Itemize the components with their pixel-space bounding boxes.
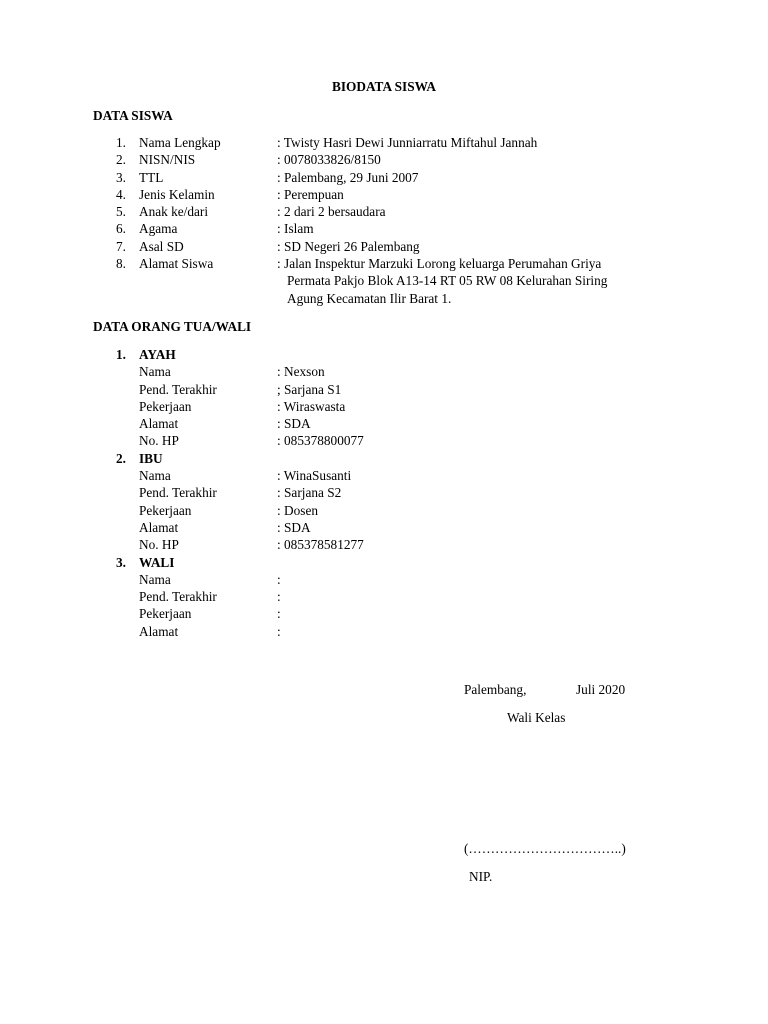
item-label: TTL [139,169,164,185]
signature-name-line: (……………………………..) [464,841,626,856]
item-label: Nama Lengkap [139,135,221,150]
item-value: : Palembang, 29 Juni 2007 [277,169,419,185]
item-number: 1. [116,135,126,150]
section-heading-data-orang-tua: DATA ORANG TUA/WALI [93,319,252,334]
item-label: Jenis Kelamin [139,186,215,202]
item-label: Nama [139,364,171,380]
item-label: NISN/NIS [139,152,196,168]
subsection-number: 2. [116,450,126,466]
subsection-title: IBU [139,450,163,466]
item-label: Alamat [139,416,179,432]
item-label: Pend. Terakhir [139,485,217,501]
item-label: Agama [139,221,178,237]
item-value: : Perempuan [277,186,344,202]
item-value: : Dosen [277,502,318,518]
signature-role: Wali Kelas [507,710,566,725]
signature-place: Palembang, [464,682,527,697]
item-label: No. HP [139,433,179,449]
signature-nip: NIP. [469,869,493,884]
item-label: Pend. Terakhir [139,381,217,397]
section-heading-data-siswa: DATA SISWA [93,108,173,123]
item-value: : SDA [277,416,311,432]
item-number: 4. [116,186,126,202]
item-value: : Twisty Hasri Dewi Junniarratu Miftahul Jannah [277,135,538,150]
item-number: 3. [116,169,126,185]
item-number: 5. [116,204,126,220]
page-title: BIODATA SISWA [331,79,437,94]
subsection-title: AYAH [139,347,176,362]
item-value: : [277,589,281,605]
subsection-title: WALI [139,554,175,570]
item-value: : 085378800077 [277,433,364,449]
item-value: : [277,623,281,639]
item-number: 7. [116,238,126,254]
item-value: : 0078033826/8150 [277,152,381,168]
item-label: Alamat [139,623,179,639]
item-value: : 2 dari 2 bersaudara [277,204,386,220]
item-value: : [277,571,281,587]
subsection-number: 3. [116,554,126,570]
item-label: No. HP [139,537,179,553]
item-number: 2. [116,152,126,168]
item-label: Nama [139,468,171,484]
item-value: : SD Negeri 26 Palembang [277,238,420,254]
item-value: : Wiraswasta [277,398,346,414]
item-number: 8. [116,256,126,272]
address-line: Agung Kecamatan Ilir Barat 1. [287,290,452,306]
item-label: Nama [139,571,171,587]
item-label: Pekerjaan [139,606,192,622]
item-label: Alamat [139,519,179,535]
item-value: : SDA [277,519,311,535]
item-value: : Nexson [277,364,325,380]
item-label: Asal SD [139,238,184,254]
item-label: Alamat Siswa [139,256,214,272]
item-value: : [277,606,281,622]
address-line: Permata Pakjo Blok A13-14 RT 05 RW 08 Kelurahan Siring [287,273,608,289]
item-value: ; Sarjana S1 [277,381,342,397]
item-number: 6. [116,221,126,237]
signature-date: Juli 2020 [576,682,626,697]
item-value: : Sarjana S2 [277,485,342,501]
item-value: : 085378581277 [277,537,364,553]
item-label: Pekerjaan [139,502,192,518]
subsection-number: 1. [116,347,126,362]
item-value: : Jalan Inspektur Marzuki Lorong keluarga Perumahan Griya [277,256,602,272]
item-value: : Islam [277,221,314,237]
item-value: : WinaSusanti [277,468,352,484]
item-label: Pekerjaan [139,398,192,414]
item-label: Anak ke/dari [139,204,209,220]
item-label: Pend. Terakhir [139,589,217,605]
